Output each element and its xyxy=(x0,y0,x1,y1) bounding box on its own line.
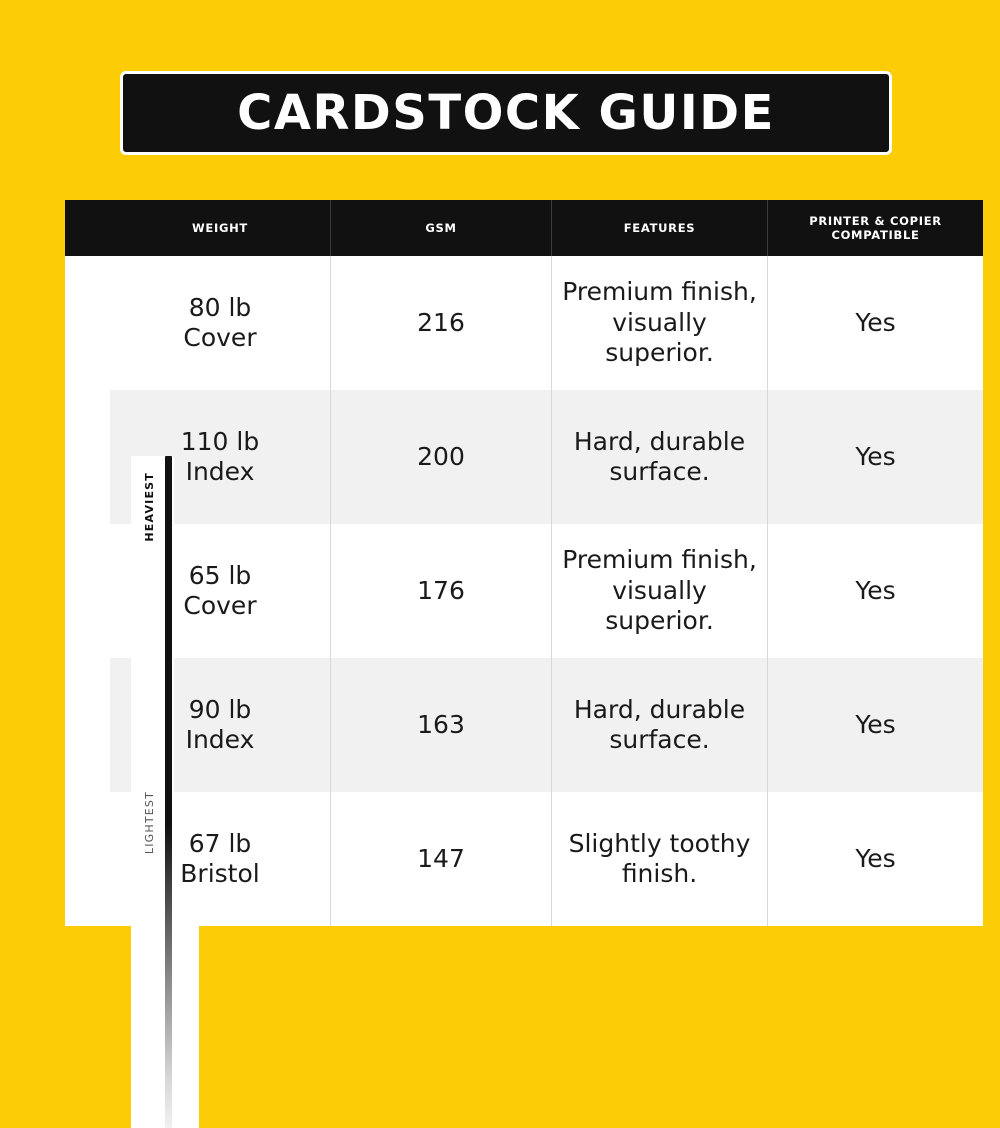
features-line2: visually superior. xyxy=(605,575,714,636)
cell-printer-compatible: Yes xyxy=(768,524,984,658)
rail-cell xyxy=(65,792,110,926)
rail-cell xyxy=(65,256,110,390)
features-line1: Premium finish, xyxy=(562,277,757,307)
table-body xyxy=(65,256,983,926)
features-line2: surface. xyxy=(609,725,710,754)
cell-gsm: 163 xyxy=(331,658,552,792)
features-line1: Slightly toothy xyxy=(568,828,751,858)
weight-line1: 80 lb xyxy=(188,292,252,322)
rail-label-lightest: LIGHTEST xyxy=(143,790,156,854)
cell-features xyxy=(552,792,768,926)
table-row xyxy=(65,524,983,658)
header-gsm: GSM xyxy=(331,200,552,256)
cell-printer-compatible: Yes xyxy=(768,792,984,926)
cell-features xyxy=(552,256,768,390)
cell-gsm: 147 xyxy=(331,792,552,926)
weight-line2: Bristol xyxy=(180,859,260,888)
header-printer-line2: COMPATIBLE xyxy=(831,228,920,242)
cardstock-table xyxy=(65,200,983,926)
table-row xyxy=(65,256,983,390)
title-banner xyxy=(120,71,892,155)
table-row xyxy=(65,390,983,524)
features-line1: Hard, durable xyxy=(573,426,746,456)
cell-features xyxy=(552,524,768,658)
table-row xyxy=(65,658,983,792)
weight-line2: Cover xyxy=(183,591,257,620)
cell-gsm: 200 xyxy=(331,390,552,524)
header-features: FEATURES xyxy=(552,200,768,256)
cell-gsm: 216 xyxy=(331,256,552,390)
weight-line1: 90 lb xyxy=(188,694,252,724)
page-title: CARDSTOCK GUIDE xyxy=(237,85,775,141)
header-weight: WEIGHT xyxy=(110,200,331,256)
cell-features xyxy=(552,390,768,524)
table-header xyxy=(65,200,983,256)
weight-line2: Index xyxy=(185,725,255,754)
rail-cell xyxy=(65,524,110,658)
rail-cell xyxy=(65,658,110,792)
cell-printer-compatible: Yes xyxy=(768,256,984,390)
weight-line2: Cover xyxy=(183,323,257,352)
cell-features xyxy=(552,658,768,792)
table-header-row xyxy=(65,200,983,256)
guide-table-container xyxy=(65,200,942,926)
weight-line1: 65 lb xyxy=(188,560,252,590)
weight-line1: 110 lb xyxy=(180,426,260,456)
header-printer-compatible xyxy=(768,200,984,256)
cell-printer-compatible: Yes xyxy=(768,658,984,792)
table-row xyxy=(65,792,983,926)
cell-weight xyxy=(110,256,331,390)
header-printer-line1: PRINTER & COPIER xyxy=(809,213,942,228)
weight-gradient-bar xyxy=(165,456,172,1128)
features-line1: Hard, durable xyxy=(573,694,746,724)
weight-line1: 67 lb xyxy=(188,828,252,858)
features-line2: visually superior. xyxy=(605,307,714,368)
header-rail-spacer xyxy=(65,200,110,256)
rail-cell xyxy=(65,390,110,524)
cell-gsm: 176 xyxy=(331,524,552,658)
features-line2: surface. xyxy=(609,457,710,486)
weight-line2: Index xyxy=(185,457,255,486)
cell-printer-compatible: Yes xyxy=(768,390,984,524)
features-line2: finish. xyxy=(621,859,698,888)
features-line1: Premium finish, xyxy=(562,545,757,575)
rail-label-heaviest: HEAVIEST xyxy=(143,472,156,542)
